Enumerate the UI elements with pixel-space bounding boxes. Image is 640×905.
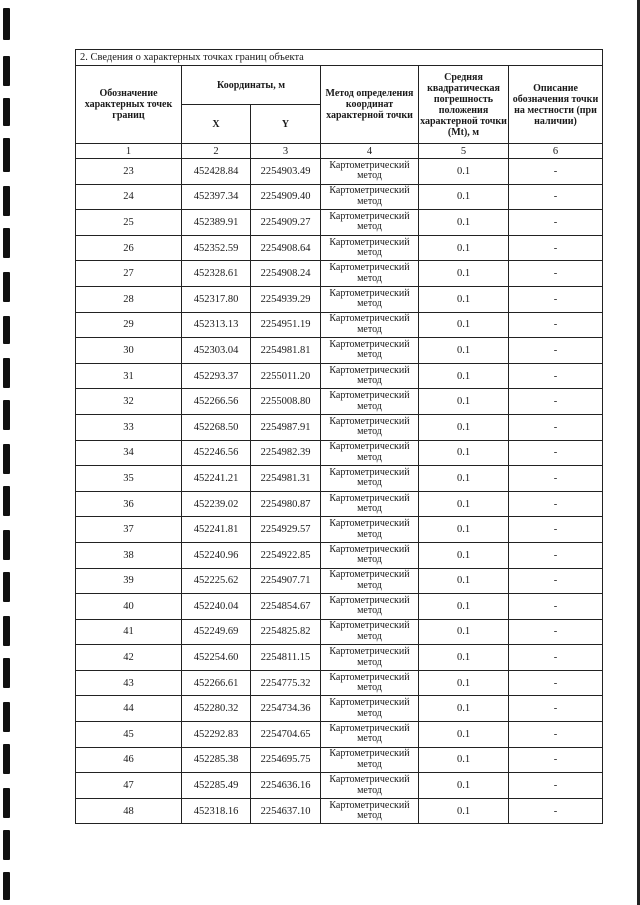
table-row: [76, 235, 603, 261]
binder-mark: [3, 658, 10, 688]
method-line1: Картометрический: [329, 287, 410, 299]
point-number-cell: 45: [76, 722, 182, 748]
y-coordinate-cell: 2254695.75: [251, 747, 321, 773]
point-number-cell: 30: [76, 338, 182, 364]
method-cell: [321, 568, 419, 594]
y-coordinate-cell: 2254734.36: [251, 696, 321, 722]
method-line2: метод: [357, 375, 382, 387]
error-cell: 0.1: [419, 466, 509, 492]
error-cell: 0.1: [419, 568, 509, 594]
description-cell: -: [509, 798, 603, 824]
method-cell: [321, 159, 419, 185]
x-coordinate-cell: 452268.50: [182, 414, 251, 440]
y-coordinate-cell: 2254908.64: [251, 235, 321, 261]
table-row: [76, 670, 603, 696]
y-coordinate-cell: 2254981.81: [251, 338, 321, 364]
table-row: [76, 440, 603, 466]
description-cell: -: [509, 184, 603, 210]
description-cell: -: [509, 773, 603, 799]
method-line2: метод: [357, 656, 382, 668]
method-cell: [321, 235, 419, 261]
error-cell: 0.1: [419, 440, 509, 466]
y-coordinate-cell: 2254903.49: [251, 159, 321, 185]
y-coordinate-cell: 2254704.65: [251, 722, 321, 748]
y-coordinate-cell: 2254987.91: [251, 414, 321, 440]
description-cell: -: [509, 466, 603, 492]
x-coordinate-cell: 452317.80: [182, 286, 251, 312]
error-cell: 0.1: [419, 261, 509, 287]
x-coordinate-cell: 452254.60: [182, 645, 251, 671]
description-cell: -: [509, 363, 603, 389]
point-number-cell: 26: [76, 235, 182, 261]
method-line2: метод: [357, 810, 382, 822]
method-line1: Картометрический: [329, 646, 410, 658]
binder-mark: [3, 400, 10, 430]
method-line2: метод: [357, 605, 382, 617]
header-coordinates: Координаты, м: [182, 66, 321, 105]
table-row: [76, 696, 603, 722]
binder-mark: [3, 98, 10, 126]
method-line1: Картометрический: [329, 697, 410, 709]
binder-mark: [3, 8, 10, 40]
y-coordinate-cell: 2254854.67: [251, 594, 321, 620]
table-row: [76, 389, 603, 415]
x-coordinate-cell: 452249.69: [182, 619, 251, 645]
error-cell: 0.1: [419, 363, 509, 389]
description-cell: -: [509, 594, 603, 620]
error-cell: 0.1: [419, 542, 509, 568]
method-line1: Картометрический: [329, 466, 410, 478]
x-coordinate-cell: 452266.56: [182, 389, 251, 415]
y-coordinate-cell: 2254825.82: [251, 619, 321, 645]
method-line2: метод: [357, 579, 382, 591]
x-coordinate-cell: 452397.34: [182, 184, 251, 210]
method-line2: метод: [357, 247, 382, 259]
description-cell: -: [509, 210, 603, 236]
header-method: Метод определения координат характерной точки: [321, 66, 419, 144]
y-coordinate-cell: 2254909.27: [251, 210, 321, 236]
method-cell: [321, 210, 419, 236]
table-row: [76, 184, 603, 210]
table-row: [76, 594, 603, 620]
table-row: [76, 286, 603, 312]
point-number-cell: 42: [76, 645, 182, 671]
description-cell: -: [509, 389, 603, 415]
table-row: [76, 159, 603, 185]
point-number-cell: 40: [76, 594, 182, 620]
point-number-cell: 23: [76, 159, 182, 185]
y-coordinate-cell: 2254922.85: [251, 542, 321, 568]
description-cell: -: [509, 747, 603, 773]
binder-mark: [3, 228, 10, 258]
description-cell: -: [509, 517, 603, 543]
method-cell: [321, 414, 419, 440]
method-line2: метод: [357, 477, 382, 489]
method-line1: Картометрический: [329, 594, 410, 606]
method-line1: Картометрический: [329, 210, 410, 222]
document-page: [75, 49, 602, 824]
error-cell: 0.1: [419, 517, 509, 543]
binder-mark: [3, 486, 10, 516]
method-line2: метод: [357, 349, 382, 361]
table-row: [76, 261, 603, 287]
point-number-cell: 36: [76, 491, 182, 517]
method-cell: [321, 773, 419, 799]
y-coordinate-cell: 2254981.31: [251, 466, 321, 492]
error-cell: 0.1: [419, 210, 509, 236]
binder-mark: [3, 138, 10, 172]
method-line1: Картометрический: [329, 185, 410, 197]
error-cell: 0.1: [419, 619, 509, 645]
y-coordinate-cell: 2254980.87: [251, 491, 321, 517]
method-cell: [321, 261, 419, 287]
method-line2: метод: [357, 426, 382, 438]
binder-mark: [3, 788, 10, 818]
method-line1: Картометрический: [329, 748, 410, 760]
binder-mark: [3, 56, 10, 86]
point-number-cell: 34: [76, 440, 182, 466]
error-cell: 0.1: [419, 645, 509, 671]
point-number-cell: 38: [76, 542, 182, 568]
header-error: Средняя квадратическая погрешность положения характерной точки (Mt), м: [419, 66, 509, 144]
x-coordinate-cell: 452318.16: [182, 798, 251, 824]
point-number-cell: 46: [76, 747, 182, 773]
point-number-cell: 33: [76, 414, 182, 440]
method-line2: метод: [357, 298, 382, 310]
y-coordinate-cell: 2254909.40: [251, 184, 321, 210]
method-cell: [321, 798, 419, 824]
method-cell: [321, 542, 419, 568]
method-line2: метод: [357, 554, 382, 566]
error-cell: 0.1: [419, 286, 509, 312]
header-description: Описание обозначения точки на местности (при наличии): [509, 66, 603, 144]
x-coordinate-cell: 452241.81: [182, 517, 251, 543]
boundary-points-table: [75, 49, 603, 824]
method-line1: Картометрический: [329, 569, 410, 581]
error-cell: 0.1: [419, 594, 509, 620]
method-line2: метод: [357, 195, 382, 207]
error-cell: 0.1: [419, 798, 509, 824]
x-coordinate-cell: 452241.21: [182, 466, 251, 492]
error-cell: 0.1: [419, 338, 509, 364]
y-coordinate-cell: 2255011.20: [251, 363, 321, 389]
point-number-cell: 35: [76, 466, 182, 492]
point-number-cell: 41: [76, 619, 182, 645]
point-number-cell: 27: [76, 261, 182, 287]
y-coordinate-cell: 2254951.19: [251, 312, 321, 338]
binder-mark: [3, 616, 10, 646]
table-row: [76, 210, 603, 236]
description-cell: -: [509, 619, 603, 645]
column-number: 5: [419, 144, 509, 159]
method-line2: метод: [357, 221, 382, 233]
x-coordinate-cell: 452328.61: [182, 261, 251, 287]
method-cell: [321, 338, 419, 364]
x-coordinate-cell: 452303.04: [182, 338, 251, 364]
description-cell: -: [509, 670, 603, 696]
point-number-cell: 24: [76, 184, 182, 210]
error-cell: 0.1: [419, 696, 509, 722]
header-point-designation: Обозначение характерных точек границ: [76, 66, 182, 144]
method-cell: [321, 619, 419, 645]
method-line2: метод: [357, 272, 382, 284]
description-cell: -: [509, 568, 603, 594]
binder-mark: [3, 272, 10, 302]
table-row: [76, 773, 603, 799]
y-coordinate-cell: 2254636.16: [251, 773, 321, 799]
method-line2: метод: [357, 503, 382, 515]
description-cell: -: [509, 414, 603, 440]
x-coordinate-cell: 452280.32: [182, 696, 251, 722]
y-coordinate-cell: 2254908.24: [251, 261, 321, 287]
binder-mark: [3, 186, 10, 216]
point-number-cell: 47: [76, 773, 182, 799]
point-number-cell: 37: [76, 517, 182, 543]
header-x: X: [182, 105, 251, 144]
error-cell: 0.1: [419, 773, 509, 799]
table-row: [76, 645, 603, 671]
method-line1: Картометрический: [329, 543, 410, 555]
y-coordinate-cell: 2254982.39: [251, 440, 321, 466]
description-cell: -: [509, 491, 603, 517]
y-coordinate-cell: 2254929.57: [251, 517, 321, 543]
method-line1: Картометрический: [329, 441, 410, 453]
error-cell: 0.1: [419, 747, 509, 773]
point-number-cell: 31: [76, 363, 182, 389]
point-number-cell: 32: [76, 389, 182, 415]
method-line1: Картометрический: [329, 262, 410, 274]
point-number-cell: 39: [76, 568, 182, 594]
table-row: [76, 747, 603, 773]
column-number: 6: [509, 144, 603, 159]
table-row: [76, 466, 603, 492]
method-cell: [321, 312, 419, 338]
description-cell: -: [509, 338, 603, 364]
error-cell: 0.1: [419, 670, 509, 696]
method-line2: метод: [357, 323, 382, 335]
column-number: 1: [76, 144, 182, 159]
error-cell: 0.1: [419, 491, 509, 517]
point-number-cell: 25: [76, 210, 182, 236]
method-cell: [321, 466, 419, 492]
method-line1: Картометрический: [329, 390, 410, 402]
table-row: [76, 312, 603, 338]
method-line1: Картометрический: [329, 799, 410, 811]
error-cell: 0.1: [419, 184, 509, 210]
method-line1: Картометрический: [329, 338, 410, 350]
method-cell: [321, 594, 419, 620]
section-title: 2. Сведения о характерных точках границ объекта: [76, 50, 603, 66]
method-line1: Картометрический: [329, 159, 410, 171]
x-coordinate-cell: 452239.02: [182, 491, 251, 517]
description-cell: -: [509, 696, 603, 722]
description-cell: -: [509, 542, 603, 568]
y-coordinate-cell: 2254939.29: [251, 286, 321, 312]
method-cell: [321, 645, 419, 671]
x-coordinate-cell: 452285.38: [182, 747, 251, 773]
table-row: [76, 619, 603, 645]
method-cell: [321, 363, 419, 389]
method-cell: [321, 440, 419, 466]
y-coordinate-cell: 2255008.80: [251, 389, 321, 415]
description-cell: -: [509, 440, 603, 466]
method-cell: [321, 670, 419, 696]
binder-mark: [3, 358, 10, 388]
description-cell: -: [509, 722, 603, 748]
method-line1: Картометрический: [329, 620, 410, 632]
description-cell: -: [509, 312, 603, 338]
table-row: [76, 338, 603, 364]
point-number-cell: 28: [76, 286, 182, 312]
method-line1: Картометрический: [329, 722, 410, 734]
method-line2: метод: [357, 400, 382, 412]
column-number: 2: [182, 144, 251, 159]
header-y: Y: [251, 105, 321, 144]
point-number-cell: 44: [76, 696, 182, 722]
method-cell: [321, 747, 419, 773]
point-number-cell: 29: [76, 312, 182, 338]
table-body: [76, 159, 603, 824]
table-row: [76, 798, 603, 824]
method-line1: Картометрический: [329, 492, 410, 504]
method-cell: [321, 517, 419, 543]
method-line1: Картометрический: [329, 671, 410, 683]
table-row: [76, 414, 603, 440]
method-line1: Картометрический: [329, 364, 410, 376]
method-cell: [321, 722, 419, 748]
method-line2: метод: [357, 682, 382, 694]
method-cell: [321, 389, 419, 415]
x-coordinate-cell: 452246.56: [182, 440, 251, 466]
table-row: [76, 491, 603, 517]
binder-mark: [3, 572, 10, 602]
method-cell: [321, 286, 419, 312]
y-coordinate-cell: 2254907.71: [251, 568, 321, 594]
x-coordinate-cell: 452292.83: [182, 722, 251, 748]
point-number-cell: 48: [76, 798, 182, 824]
method-line1: Картометрический: [329, 415, 410, 427]
method-line2: метод: [357, 170, 382, 182]
method-line2: метод: [357, 707, 382, 719]
x-coordinate-cell: 452389.91: [182, 210, 251, 236]
binder-mark: [3, 872, 10, 900]
y-coordinate-cell: 2254775.32: [251, 670, 321, 696]
table-row: [76, 517, 603, 543]
binder-mark: [3, 744, 10, 774]
x-coordinate-cell: 452352.59: [182, 235, 251, 261]
method-cell: [321, 696, 419, 722]
binder-marks: [0, 0, 12, 905]
method-line2: метод: [357, 630, 382, 642]
binder-mark: [3, 444, 10, 474]
method-line2: метод: [357, 451, 382, 463]
y-coordinate-cell: 2254811.15: [251, 645, 321, 671]
method-line1: Картометрический: [329, 518, 410, 530]
error-cell: 0.1: [419, 722, 509, 748]
error-cell: 0.1: [419, 235, 509, 261]
x-coordinate-cell: 452293.37: [182, 363, 251, 389]
column-number: 4: [321, 144, 419, 159]
column-number: 3: [251, 144, 321, 159]
x-coordinate-cell: 452240.96: [182, 542, 251, 568]
x-coordinate-cell: 452285.49: [182, 773, 251, 799]
method-line1: Картометрический: [329, 774, 410, 786]
method-line2: метод: [357, 528, 382, 540]
binder-mark: [3, 316, 10, 344]
method-line1: Картометрический: [329, 236, 410, 248]
method-line2: метод: [357, 733, 382, 745]
x-coordinate-cell: 452428.84: [182, 159, 251, 185]
method-cell: [321, 184, 419, 210]
description-cell: -: [509, 235, 603, 261]
binder-mark: [3, 702, 10, 732]
x-coordinate-cell: 452225.62: [182, 568, 251, 594]
description-cell: -: [509, 645, 603, 671]
y-coordinate-cell: 2254637.10: [251, 798, 321, 824]
table-row: [76, 722, 603, 748]
error-cell: 0.1: [419, 159, 509, 185]
method-line1: Картометрический: [329, 313, 410, 325]
method-cell: [321, 491, 419, 517]
method-line2: метод: [357, 758, 382, 770]
x-coordinate-cell: 452313.13: [182, 312, 251, 338]
error-cell: 0.1: [419, 312, 509, 338]
error-cell: 0.1: [419, 389, 509, 415]
table-row: [76, 568, 603, 594]
description-cell: -: [509, 261, 603, 287]
table-row: [76, 363, 603, 389]
x-coordinate-cell: 452240.04: [182, 594, 251, 620]
method-line2: метод: [357, 784, 382, 796]
binder-mark: [3, 830, 10, 860]
x-coordinate-cell: 452266.61: [182, 670, 251, 696]
description-cell: -: [509, 159, 603, 185]
table-row: [76, 542, 603, 568]
binder-mark: [3, 530, 10, 560]
description-cell: -: [509, 286, 603, 312]
error-cell: 0.1: [419, 414, 509, 440]
point-number-cell: 43: [76, 670, 182, 696]
